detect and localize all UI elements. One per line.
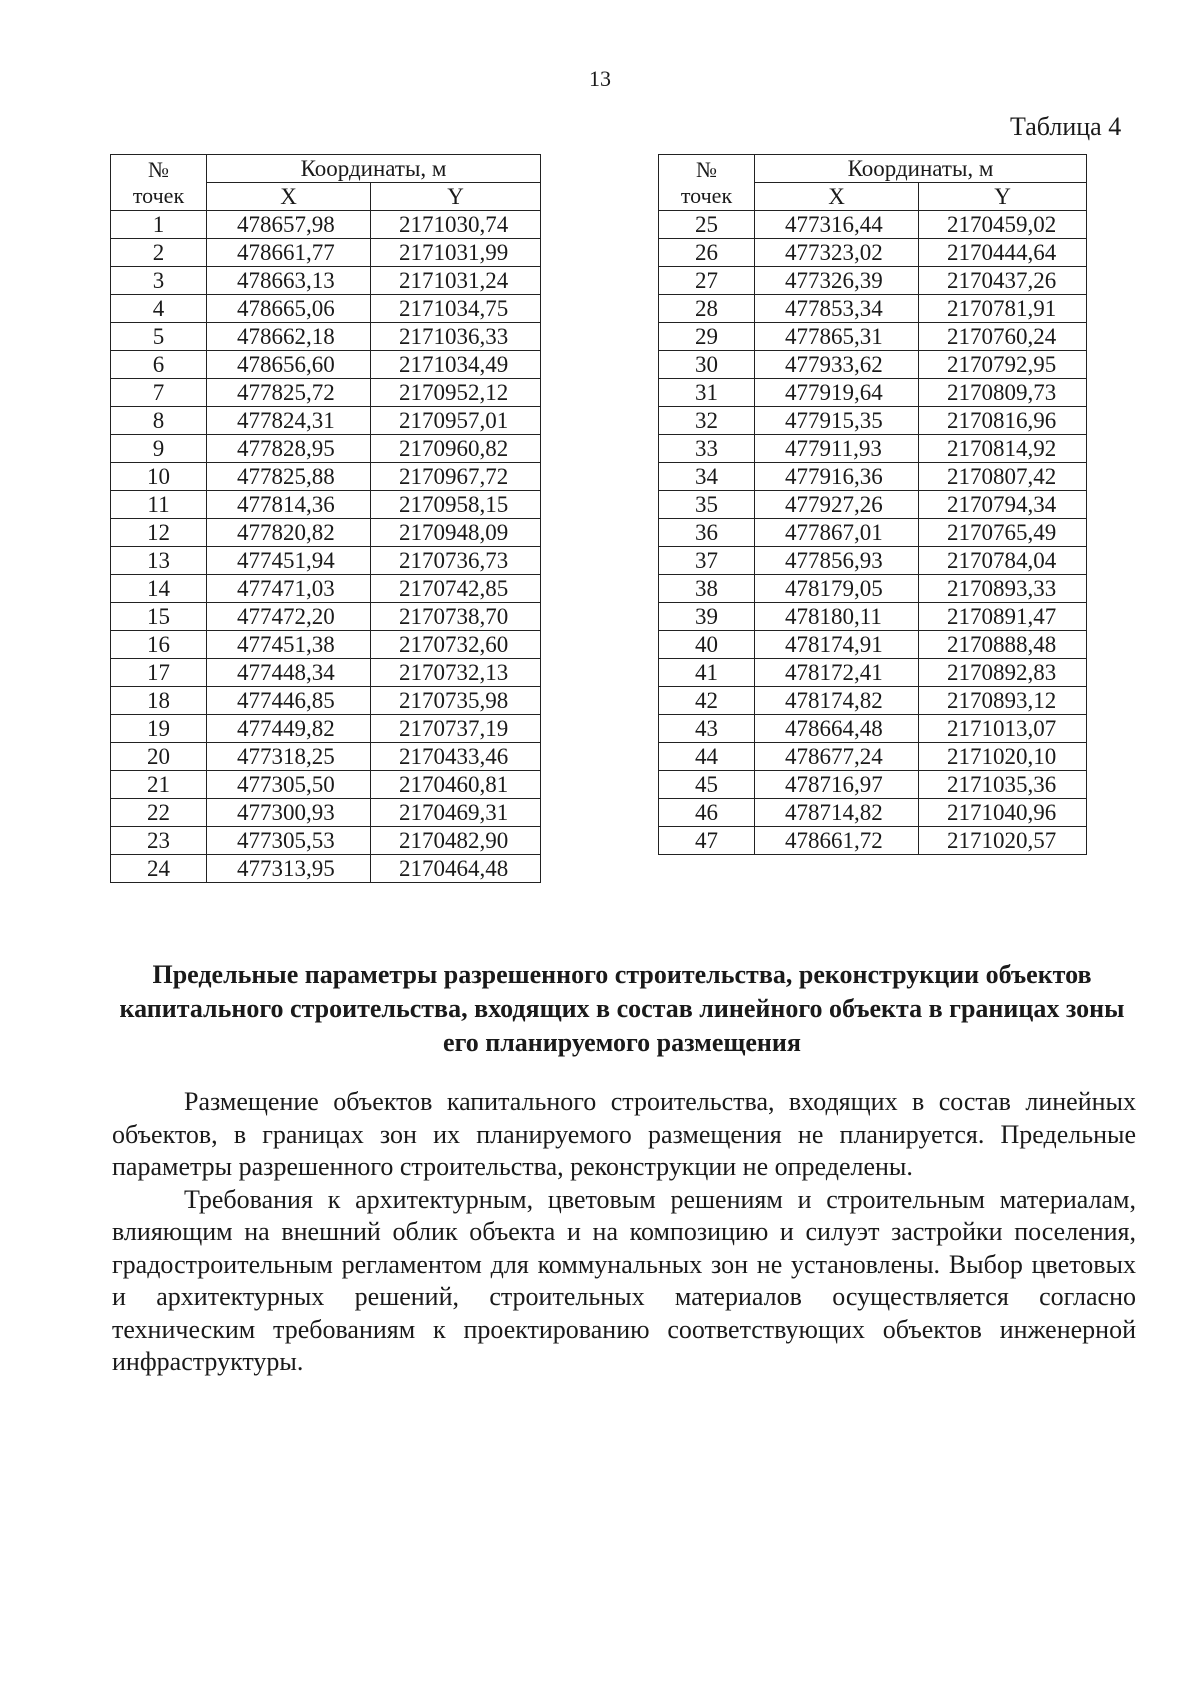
y-coordinate-cell: 2170958,15: [371, 491, 541, 519]
y-coordinate-cell: 2170967,72: [371, 463, 541, 491]
header-y: Y: [919, 183, 1087, 211]
x-coordinate-cell: 477451,94: [207, 547, 371, 575]
point-number-cell: 37: [659, 547, 755, 575]
table-row: [659, 211, 1087, 239]
point-number-cell: 36: [659, 519, 755, 547]
header-point-number: [111, 155, 207, 211]
table-row: [111, 211, 541, 239]
point-number-cell: 30: [659, 351, 755, 379]
table-row: [111, 379, 541, 407]
y-coordinate-cell: 2171020,57: [919, 827, 1087, 855]
x-coordinate-cell: 478172,41: [755, 659, 919, 687]
x-coordinate-cell: 477853,34: [755, 295, 919, 323]
header-x: X: [755, 183, 919, 211]
x-coordinate-cell: 477316,44: [755, 211, 919, 239]
table-row: [659, 491, 1087, 519]
x-coordinate-cell: 477323,02: [755, 239, 919, 267]
point-number-cell: 23: [111, 827, 207, 855]
x-coordinate-cell: 478665,06: [207, 295, 371, 323]
y-coordinate-cell: 2171031,24: [371, 267, 541, 295]
point-number-cell: 9: [111, 435, 207, 463]
point-number-cell: 10: [111, 463, 207, 491]
x-coordinate-cell: 477472,20: [207, 603, 371, 631]
y-coordinate-cell: 2170433,46: [371, 743, 541, 771]
table-caption: Таблица 4: [1010, 112, 1122, 141]
x-coordinate-cell: 477446,85: [207, 687, 371, 715]
body-text: [112, 1086, 1136, 1379]
y-coordinate-cell: 2170888,48: [919, 631, 1087, 659]
x-coordinate-cell: 478179,05: [755, 575, 919, 603]
point-number-cell: 3: [111, 267, 207, 295]
table-row: [659, 771, 1087, 799]
table-row: [659, 547, 1087, 575]
x-coordinate-cell: 478174,82: [755, 687, 919, 715]
header-points-word: точек: [680, 182, 733, 208]
x-coordinate-cell: 477919,64: [755, 379, 919, 407]
y-coordinate-cell: 2170460,81: [371, 771, 541, 799]
table-row: [659, 351, 1087, 379]
point-number-cell: 40: [659, 631, 755, 659]
page-number: 13: [589, 66, 611, 91]
table-row: [111, 827, 541, 855]
y-coordinate-cell: 2170814,92: [919, 435, 1087, 463]
point-number-cell: 35: [659, 491, 755, 519]
table-body-right: [659, 211, 1087, 855]
x-coordinate-cell: 478656,60: [207, 351, 371, 379]
table-row: [111, 295, 541, 323]
point-number-cell: 19: [111, 715, 207, 743]
table-row: [111, 267, 541, 295]
x-coordinate-cell: 477449,82: [207, 715, 371, 743]
x-coordinate-cell: 478662,18: [207, 323, 371, 351]
section-heading: Предельные параметры разрешенного строительства, реконструкции объектов капитального строительства, входящих в состав линейного объекта в границах зоны его планируемого размещения: [119, 960, 1125, 1057]
point-number-cell: 11: [111, 491, 207, 519]
y-coordinate-cell: 2170765,49: [919, 519, 1087, 547]
x-coordinate-cell: 477825,72: [207, 379, 371, 407]
table-row: [659, 379, 1087, 407]
table-row: [111, 715, 541, 743]
point-number-cell: 34: [659, 463, 755, 491]
table-row: [659, 743, 1087, 771]
x-coordinate-cell: 478180,11: [755, 603, 919, 631]
y-coordinate-cell: 2170794,34: [919, 491, 1087, 519]
point-number-cell: 15: [111, 603, 207, 631]
point-number-cell: 18: [111, 687, 207, 715]
header-x: X: [207, 183, 371, 211]
x-coordinate-cell: 477824,31: [207, 407, 371, 435]
table-row: [111, 687, 541, 715]
point-number-cell: 44: [659, 743, 755, 771]
y-coordinate-cell: 2170736,73: [371, 547, 541, 575]
point-number-cell: 17: [111, 659, 207, 687]
y-coordinate-cell: 2170893,33: [919, 575, 1087, 603]
x-coordinate-cell: 477313,95: [207, 855, 371, 883]
table-row: [111, 323, 541, 351]
point-number-cell: 7: [111, 379, 207, 407]
point-number-cell: 41: [659, 659, 755, 687]
y-coordinate-cell: 2170482,90: [371, 827, 541, 855]
table-row: [111, 799, 541, 827]
table-row: [659, 687, 1087, 715]
y-coordinate-cell: 2170437,26: [919, 267, 1087, 295]
paragraph-requirements: Требования к архитектурным, цветовым решениям и строительным материалам, влияющим на внешний облик объекта и на композицию и силуэт застройки поселения, градостроительным регламентом для коммунальных зон не установлены. Выбор цветовых и архитектурных решений, строительных материалов осуществляется согласно техническим требованиям к проектированию соответствующих объектов инженерной инфраструктуры.: [112, 1184, 1136, 1376]
x-coordinate-cell: 477916,36: [755, 463, 919, 491]
y-coordinate-cell: 2171036,33: [371, 323, 541, 351]
table-row: [659, 295, 1087, 323]
x-coordinate-cell: 477933,62: [755, 351, 919, 379]
table-row: [111, 491, 541, 519]
y-coordinate-cell: 2170444,64: [919, 239, 1087, 267]
table-row: [659, 435, 1087, 463]
y-coordinate-cell: 2170807,42: [919, 463, 1087, 491]
y-coordinate-cell: 2170732,13: [371, 659, 541, 687]
y-coordinate-cell: 2171013,07: [919, 715, 1087, 743]
x-coordinate-cell: 478661,77: [207, 239, 371, 267]
y-coordinate-cell: 2170784,04: [919, 547, 1087, 575]
table-row: [659, 603, 1087, 631]
y-coordinate-cell: 2170952,12: [371, 379, 541, 407]
x-coordinate-cell: 477867,01: [755, 519, 919, 547]
table-row: [659, 463, 1087, 491]
y-coordinate-cell: 2170957,01: [371, 407, 541, 435]
y-coordinate-cell: 2170469,31: [371, 799, 541, 827]
point-number-cell: 26: [659, 239, 755, 267]
header-number-sign: №: [148, 156, 169, 182]
x-coordinate-cell: 477814,36: [207, 491, 371, 519]
table-row: [111, 659, 541, 687]
x-coordinate-cell: 478174,91: [755, 631, 919, 659]
x-coordinate-cell: 478677,24: [755, 743, 919, 771]
table-row: [111, 855, 541, 883]
x-coordinate-cell: 477300,93: [207, 799, 371, 827]
table-row: [659, 715, 1087, 743]
table-row: [659, 799, 1087, 827]
table-row: [111, 519, 541, 547]
coordinates-table-left: [110, 154, 541, 883]
x-coordinate-cell: 477865,31: [755, 323, 919, 351]
x-coordinate-cell: 477820,82: [207, 519, 371, 547]
x-coordinate-cell: 478716,97: [755, 771, 919, 799]
table-row: [111, 603, 541, 631]
x-coordinate-cell: 477825,88: [207, 463, 371, 491]
point-number-cell: 6: [111, 351, 207, 379]
table-row: [111, 547, 541, 575]
point-number-cell: 12: [111, 519, 207, 547]
y-coordinate-cell: 2171035,36: [919, 771, 1087, 799]
point-number-cell: 33: [659, 435, 755, 463]
table-row: [659, 323, 1087, 351]
header-coordinates: Координаты, м: [207, 155, 541, 183]
x-coordinate-cell: 478664,48: [755, 715, 919, 743]
y-coordinate-cell: 2171020,10: [919, 743, 1087, 771]
y-coordinate-cell: 2170893,12: [919, 687, 1087, 715]
coordinates-table-right: [658, 154, 1087, 855]
point-number-cell: 31: [659, 379, 755, 407]
point-number-cell: 5: [111, 323, 207, 351]
x-coordinate-cell: 477856,93: [755, 547, 919, 575]
y-coordinate-cell: 2170809,73: [919, 379, 1087, 407]
table-row: [111, 463, 541, 491]
table-row: [111, 351, 541, 379]
y-coordinate-cell: 2170459,02: [919, 211, 1087, 239]
x-coordinate-cell: 478714,82: [755, 799, 919, 827]
point-number-cell: 29: [659, 323, 755, 351]
header-y: Y: [371, 183, 541, 211]
x-coordinate-cell: 477915,35: [755, 407, 919, 435]
y-coordinate-cell: 2170735,98: [371, 687, 541, 715]
header-coordinates: Координаты, м: [755, 155, 1087, 183]
y-coordinate-cell: 2170464,48: [371, 855, 541, 883]
y-coordinate-cell: 2170738,70: [371, 603, 541, 631]
y-coordinate-cell: 2170792,95: [919, 351, 1087, 379]
y-coordinate-cell: 2170816,96: [919, 407, 1087, 435]
table-row: [659, 239, 1087, 267]
point-number-cell: 28: [659, 295, 755, 323]
point-number-cell: 38: [659, 575, 755, 603]
y-coordinate-cell: 2170891,47: [919, 603, 1087, 631]
x-coordinate-cell: 478663,13: [207, 267, 371, 295]
paragraph-placement: Размещение объектов капитального строительства, входящих в состав линейных объектов, в границах зон их планируемого размещения не планируется. Предельные параметры разрешенного строительства, реконструкции не определены.: [112, 1087, 1136, 1181]
point-number-cell: 20: [111, 743, 207, 771]
table-row: [659, 659, 1087, 687]
x-coordinate-cell: 477451,38: [207, 631, 371, 659]
point-number-cell: 1: [111, 211, 207, 239]
point-number-cell: 24: [111, 855, 207, 883]
table-row: [111, 743, 541, 771]
point-number-cell: 21: [111, 771, 207, 799]
point-number-cell: 43: [659, 715, 755, 743]
point-number-cell: 32: [659, 407, 755, 435]
point-number-cell: 14: [111, 575, 207, 603]
header-number-sign: №: [696, 156, 717, 182]
y-coordinate-cell: 2170948,09: [371, 519, 541, 547]
table-row: [111, 771, 541, 799]
y-coordinate-cell: 2171030,74: [371, 211, 541, 239]
point-number-cell: 25: [659, 211, 755, 239]
y-coordinate-cell: 2171034,49: [371, 351, 541, 379]
table-row: [659, 575, 1087, 603]
header-point-number: [659, 155, 755, 211]
x-coordinate-cell: 477927,26: [755, 491, 919, 519]
x-coordinate-cell: 477828,95: [207, 435, 371, 463]
point-number-cell: 2: [111, 239, 207, 267]
y-coordinate-cell: 2171031,99: [371, 239, 541, 267]
table-row: [111, 575, 541, 603]
x-coordinate-cell: 477318,25: [207, 743, 371, 771]
x-coordinate-cell: 478657,98: [207, 211, 371, 239]
table-row: [659, 631, 1087, 659]
y-coordinate-cell: 2170742,85: [371, 575, 541, 603]
point-number-cell: 16: [111, 631, 207, 659]
header-points-word: точек: [132, 182, 185, 208]
y-coordinate-cell: 2170781,91: [919, 295, 1087, 323]
x-coordinate-cell: 477305,53: [207, 827, 371, 855]
table-row: [111, 631, 541, 659]
point-number-cell: 4: [111, 295, 207, 323]
x-coordinate-cell: 477471,03: [207, 575, 371, 603]
table-row: [111, 435, 541, 463]
table-body-left: [111, 211, 541, 883]
point-number-cell: 47: [659, 827, 755, 855]
y-coordinate-cell: 2171040,96: [919, 799, 1087, 827]
y-coordinate-cell: 2170892,83: [919, 659, 1087, 687]
x-coordinate-cell: 478661,72: [755, 827, 919, 855]
x-coordinate-cell: 477911,93: [755, 435, 919, 463]
y-coordinate-cell: 2170960,82: [371, 435, 541, 463]
x-coordinate-cell: 477305,50: [207, 771, 371, 799]
y-coordinate-cell: 2170732,60: [371, 631, 541, 659]
point-number-cell: 22: [111, 799, 207, 827]
y-coordinate-cell: 2170737,19: [371, 715, 541, 743]
table-row: [659, 827, 1087, 855]
point-number-cell: 8: [111, 407, 207, 435]
point-number-cell: 13: [111, 547, 207, 575]
table-row: [659, 519, 1087, 547]
table-row: [659, 407, 1087, 435]
y-coordinate-cell: 2170760,24: [919, 323, 1087, 351]
table-row: [111, 407, 541, 435]
x-coordinate-cell: 477448,34: [207, 659, 371, 687]
point-number-cell: 42: [659, 687, 755, 715]
point-number-cell: 27: [659, 267, 755, 295]
point-number-cell: 45: [659, 771, 755, 799]
y-coordinate-cell: 2171034,75: [371, 295, 541, 323]
x-coordinate-cell: 477326,39: [755, 267, 919, 295]
table-row: [111, 239, 541, 267]
point-number-cell: 46: [659, 799, 755, 827]
table-row: [659, 267, 1087, 295]
point-number-cell: 39: [659, 603, 755, 631]
